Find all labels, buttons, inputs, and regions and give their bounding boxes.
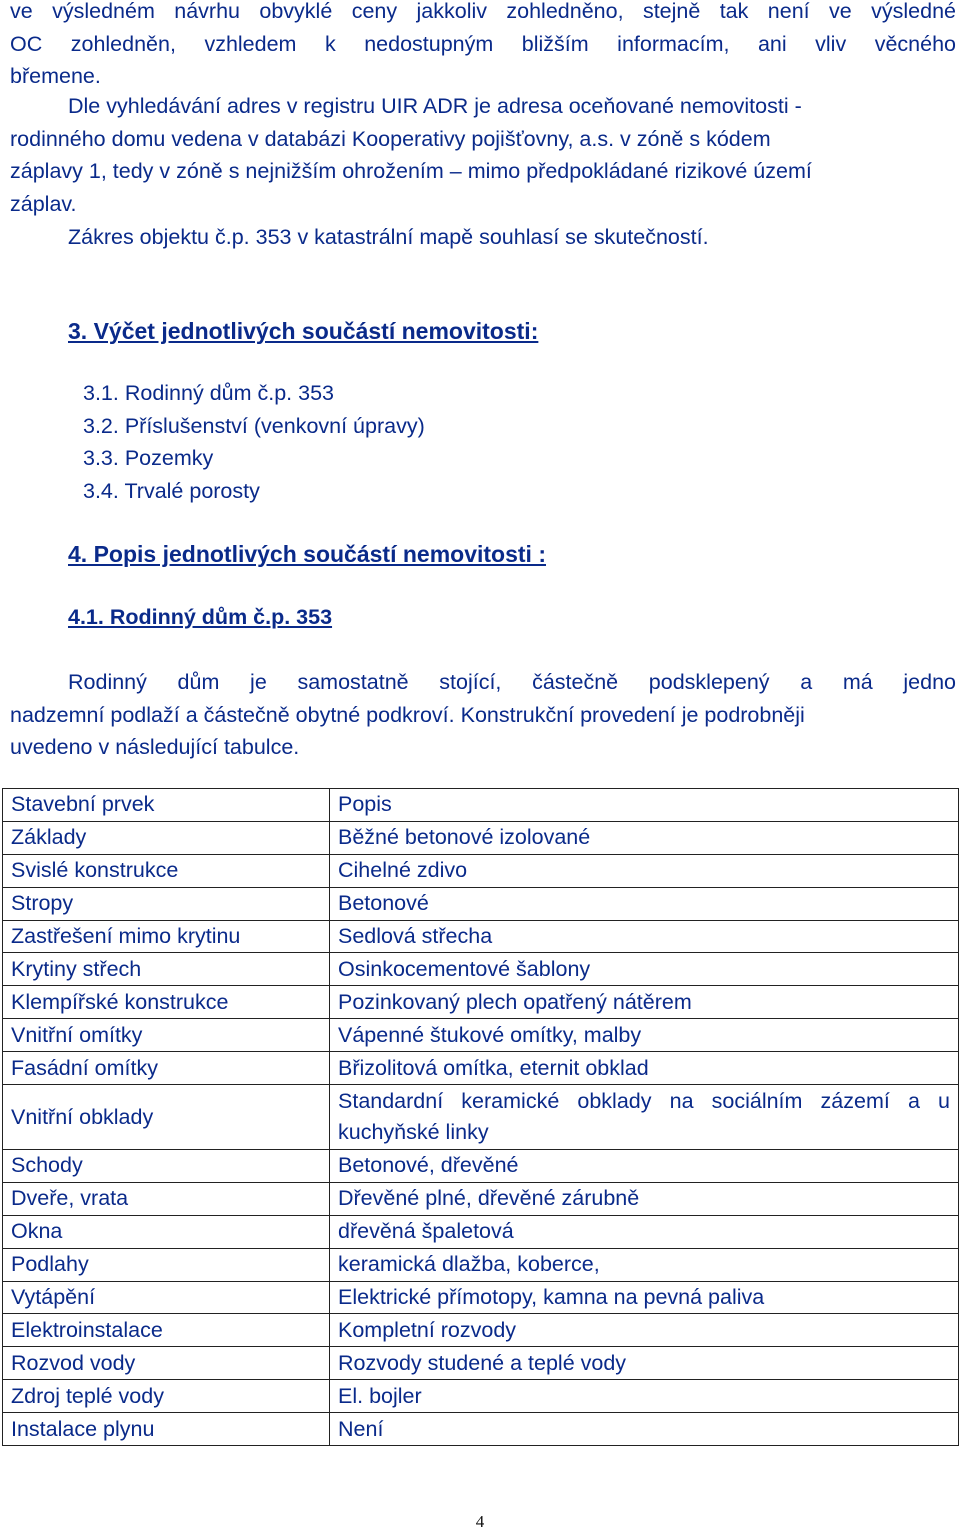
table-row xyxy=(3,1281,959,1314)
section-4-1-heading: 4.1. Rodinný dům č.p. 353 xyxy=(68,605,333,629)
table-row xyxy=(3,1314,959,1347)
table-cell: Instalace plynu xyxy=(3,1413,330,1446)
table-cell: El. bojler xyxy=(330,1380,959,1413)
table-header-cell: Popis xyxy=(330,789,959,822)
flood-line: rodinného domu vedena v databázi Kooperativy pojišťovny, a.s. v zóně s kódem xyxy=(10,126,771,151)
table-cell: Svislé konstrukce xyxy=(3,854,330,887)
table-cell: dřevěná špaletová xyxy=(330,1215,959,1248)
cadastre-text: Zákres objektu č.p. 353 v katastrální mapě souhlasí se skutečností. xyxy=(68,225,709,249)
table-cell: Rozvody studené a teplé vody xyxy=(330,1347,959,1380)
section-4-heading: 4. Popis jednotlivých součástí nemovitosti : xyxy=(68,541,546,567)
intro-paragraph xyxy=(10,0,956,93)
table-cell: keramická dlažba, koberce, xyxy=(330,1248,959,1281)
table-row xyxy=(3,1182,959,1215)
table-cell: Stropy xyxy=(3,887,330,920)
table-cell: Vnitřní obklady xyxy=(3,1085,330,1150)
section-3-heading: 3. Výčet jednotlivých součástí nemovitosti: xyxy=(68,318,539,344)
intro-line: ve výsledném návrhu obvyklé ceny jakkoliv zohledněno, stejně tak není ve výsledné xyxy=(10,0,956,23)
table-cell: Kompletní rozvody xyxy=(330,1314,959,1347)
section-3-list xyxy=(83,377,425,508)
flood-paragraph xyxy=(10,90,956,221)
table-cell: Krytiny střech xyxy=(3,953,330,986)
table-row xyxy=(3,1052,959,1085)
page-number: 4 xyxy=(475,1512,485,1531)
flood-line: záplav. xyxy=(10,192,77,217)
table-cell: Okna xyxy=(3,1215,330,1248)
table-cell: Betonové xyxy=(330,887,959,920)
table-row xyxy=(3,953,959,986)
table-row xyxy=(3,887,959,920)
intro-line: OC zohledněn, vzhledem k nedostupným bližším informacím, ani vliv věcného xyxy=(10,31,956,56)
table-row xyxy=(3,1150,959,1183)
table-cell: Fasádní omítky xyxy=(3,1052,330,1085)
cadastre-paragraph xyxy=(68,221,948,254)
description-line: Rodinný dům je samostatně stojící, částečně podsklepený a má jedno xyxy=(68,670,956,694)
table-row xyxy=(3,986,959,1019)
intro-line: břemene. xyxy=(10,64,101,89)
flood-line: Dle vyhledávání adres v registru UIR ADR je adresa oceňované nemovitosti - xyxy=(68,94,802,118)
table-cell: Elektroinstalace xyxy=(3,1314,330,1347)
table-row xyxy=(3,1019,959,1052)
table-cell: Elektrické přímotopy, kamna na pevná paliva xyxy=(330,1281,959,1314)
flood-line: záplavy 1, tedy v zóně s nejnižším ohrožením – mimo předpokládané rizikové území xyxy=(10,159,812,184)
list-item: 3.4. Trvalé porosty xyxy=(83,479,260,504)
list-item: 3.1. Rodinný dům č.p. 353 xyxy=(83,381,334,405)
table-cell: Zdroj teplé vody xyxy=(3,1380,330,1413)
table-row xyxy=(3,920,959,953)
table-cell: Základy xyxy=(3,821,330,854)
table-cell: Vnitřní omítky xyxy=(3,1019,330,1052)
table-cell: Vápenné štukové omítky, malby xyxy=(330,1019,959,1052)
list-item: 3.3. Pozemky xyxy=(83,446,214,471)
table-cell: Zastřešení mimo krytinu xyxy=(3,920,330,953)
table-cell: Rozvod vody xyxy=(3,1347,330,1380)
table-cell: Podlahy xyxy=(3,1248,330,1281)
table-cell: Osinkocementové šablony xyxy=(330,953,959,986)
table-cell: Dveře, vrata xyxy=(3,1182,330,1215)
house-description xyxy=(10,666,956,764)
description-line: nadzemní podlaží a částečně obytné podkroví. Konstrukční provedení je podrobněji xyxy=(10,702,805,727)
table-cell: Břizolitová omítka, eternit obklad xyxy=(330,1052,959,1085)
table-cell: Běžné betonové izolované xyxy=(330,821,959,854)
table-cell: Betonové, dřevěné xyxy=(330,1150,959,1183)
table-header-row xyxy=(3,789,959,822)
table-row xyxy=(3,1413,959,1446)
table-row xyxy=(3,821,959,854)
table-row xyxy=(3,1248,959,1281)
table-cell: Standardní keramické obklady na sociálním zázemí a u kuchyňské linky xyxy=(330,1085,959,1150)
table-row xyxy=(3,1085,959,1150)
table-row xyxy=(3,854,959,887)
table-cell: Klempířské konstrukce xyxy=(3,986,330,1019)
construction-table xyxy=(2,788,959,1446)
table-row xyxy=(3,1347,959,1380)
table-cell: Vytápění xyxy=(3,1281,330,1314)
table-cell: Sedlová střecha xyxy=(330,920,959,953)
table-cell: Cihelné zdivo xyxy=(330,854,959,887)
table-cell: Dřevěné plné, dřevěné zárubně xyxy=(330,1182,959,1215)
description-line: uvedeno v následující tabulce. xyxy=(10,735,300,760)
list-item: 3.2. Příslušenství (venkovní úpravy) xyxy=(83,413,425,438)
table-row xyxy=(3,1215,959,1248)
table-cell: Není xyxy=(330,1413,959,1446)
table-header-cell: Stavební prvek xyxy=(3,789,330,822)
table-cell: Pozinkovaný plech opatřený nátěrem xyxy=(330,986,959,1019)
table-cell: Schody xyxy=(3,1150,330,1183)
table-row xyxy=(3,1380,959,1413)
